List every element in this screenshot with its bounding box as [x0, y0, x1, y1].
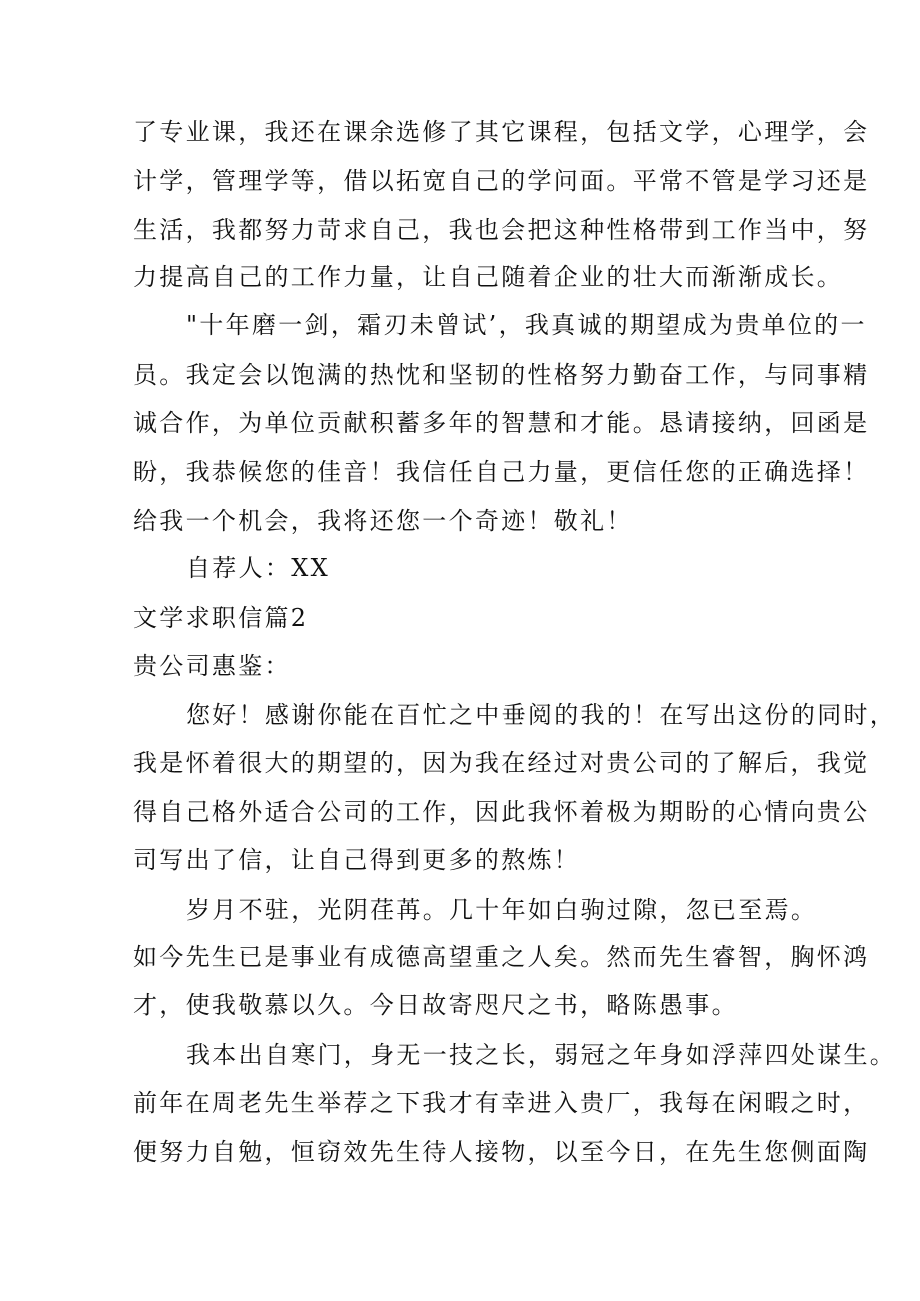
signature-line: 自荐人：XX: [186, 554, 330, 582]
text-line: 岁月不驻，光阴荏苒。几十年如白驹过隙，忽已至焉。: [186, 896, 818, 924]
text-line: 计学，管理学等，借以拓宽自己的学问面。平常不管是学习还是: [133, 167, 870, 195]
text-line: 司写出了信，让自己得到更多的熬炼！: [133, 846, 581, 874]
text-line: 诚合作，为单位贡献积蓄多年的智慧和才能。恳请接纳，回函是: [133, 409, 870, 437]
text-line: 我本出自寒门，身无一技之长，弱冠之年身如浮萍四处谋生。: [186, 1041, 897, 1069]
text-line: 您好！感谢你能在百忙之中垂阅的我的！在写出这份的同时，: [186, 701, 897, 729]
salutation: 贵公司惠鉴：: [133, 652, 291, 680]
section-heading: 文学求职信篇2: [133, 604, 309, 632]
text-line: 给我一个机会，我将还您一个奇迹！敬礼！: [133, 507, 633, 535]
text-line: 前年在周老先生举荐之下我才有幸进入贵厂，我每在闲暇之时，: [133, 1089, 870, 1117]
text-line: 便努力自勉，恒窃效先生待人接物，以至今日，在先生您侧面陶: [133, 1138, 870, 1166]
text-line: 了专业课，我还在课余选修了其它课程，包括文学，心理学，会: [133, 118, 870, 146]
text-line: 才，使我敬慕以久。今日故寄咫尺之书，略陈愚事。: [133, 991, 738, 1019]
text-line: 力提高自己的工作力量，让自己随着企业的壮大而渐渐成长。: [133, 263, 844, 291]
text-line: 生活，我都努力苛求自己，我也会把这种性格带到工作当中，努: [133, 216, 870, 244]
text-line: 盼，我恭候您的佳音！我信任自己力量，更信任您的正确选择！: [133, 458, 870, 486]
text-line: 我是怀着很大的期望的，因为我在经过对贵公司的了解后，我觉: [133, 749, 870, 777]
text-line: 得自己格外适合公司的工作，因此我怀着极为期盼的心情向贵公: [133, 798, 870, 826]
text-line: "十年磨一剑，霜刃未曾试’，我真诚的期望成为贵单位的一: [186, 311, 867, 339]
text-line: 员。我定会以饱满的热忱和坚韧的性格努力勤奋工作，与同事精: [133, 361, 870, 389]
text-line: 如今先生已是事业有成德高望重之人矣。然而先生睿智，胸怀鸿: [133, 943, 870, 971]
